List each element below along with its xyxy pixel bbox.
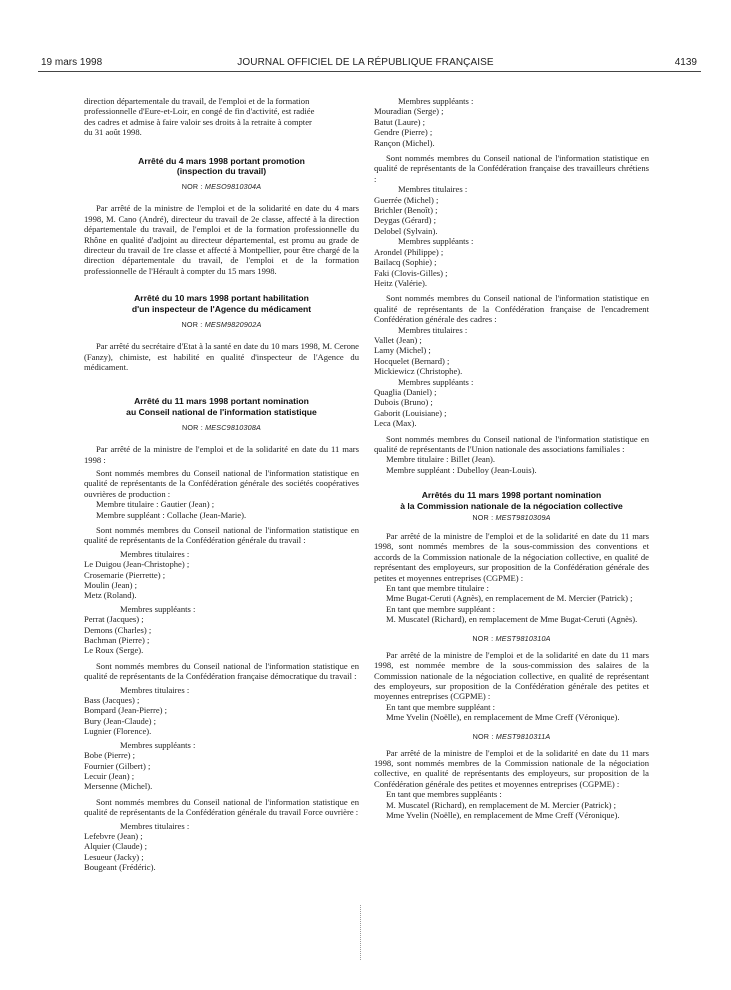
body-paragraph: Sont nommés membres du Conseil national de l'information statistique en qualité de représentants de la Confédération générale du travail Force ouvrière :	[84, 796, 359, 818]
member-name: Bachman (Pierre) ;	[84, 635, 150, 646]
nor-reference	[84, 182, 359, 191]
arrete-title-line: Arrêté du 10 mars 1998 portant habilitation	[134, 293, 309, 304]
member-titulaire: Membre titulaire : Billet (Jean).	[386, 454, 496, 465]
nor-code: MESC9810308A	[205, 423, 262, 433]
member-name: Bury (Jean-Claude) ;	[84, 715, 157, 726]
nor-label: NOR :	[472, 633, 494, 643]
member-name: Bailacq (Sophie) ;	[374, 257, 437, 268]
member-name: Arondel (Philippe) ;	[374, 246, 444, 257]
body-paragraph: En tant que membres suppléants :	[386, 789, 502, 800]
body-paragraph: En tant que membre suppléant :	[386, 701, 496, 712]
arretes-cnnc	[374, 490, 649, 820]
header-date: 19 mars 1998	[41, 57, 103, 68]
member-name: Le Roux (Serge).	[84, 645, 144, 656]
arrete-title-line: Arrêté du 4 mars 1998 portant promotion	[138, 155, 305, 166]
member-name: Lugnier (Florence).	[84, 726, 152, 737]
arrete-cnis	[84, 396, 359, 872]
list-heading: Membres suppléants :	[120, 603, 196, 614]
nor-code: MEST9810310A	[495, 633, 551, 643]
list-heading: Membres titulaires :	[398, 324, 468, 335]
arrete-title	[374, 490, 649, 511]
member-name: Lesueur (Jacky) ;	[84, 851, 144, 862]
member-name: Bobe (Pierre) ;	[84, 750, 136, 761]
body-paragraph: Sont nommés membres du Conseil national de l'information statistique en qualité de représentants de la Confédération française de l'encadrement Confédération générale des cadres :	[374, 293, 649, 325]
body-paragraph: Sont nommés membres du Conseil national de l'information statistique en qualité de représentants de la Confédération générale des sociétés coopératives ouvrières de production :	[84, 467, 359, 499]
list-heading: Membres suppléants :	[120, 739, 196, 750]
body-paragraph: Par arrêté de la ministre de l'emploi et de la solidarité en date du 11 mars 1998 :	[84, 444, 359, 465]
body-paragraph: Mme Yvelin (Noëlle), en remplacement de Mme Creff (Véronique).	[386, 809, 620, 820]
nor-reference	[374, 513, 649, 522]
member-name: Heitz (Valérie).	[374, 277, 427, 288]
member-name: Brichler (Benoît) ;	[374, 205, 438, 216]
member-name: Hocquelet (Bernard) ;	[374, 355, 450, 366]
arrete-title-line: d'un inspecteur de l'Agence du médicament	[131, 303, 312, 314]
member-name: Rançon (Michel).	[374, 137, 435, 148]
member-name: Bass (Jacques) ;	[84, 695, 140, 706]
nor-label: NOR :	[181, 320, 203, 330]
list-heading: Membres titulaires :	[120, 548, 190, 559]
member-name: Guerrée (Michel) ;	[374, 194, 439, 205]
member-name: Moulin (Jean) ;	[84, 580, 137, 590]
body-paragraph: En tant que membre titulaire :	[386, 583, 489, 594]
arrete-title-line: (inspection du travail)	[176, 166, 267, 177]
nor-code: MEST9810311A	[495, 731, 551, 741]
intro-line: des cadres et admise à faire valoir ses droits à la retraite à compter	[84, 116, 312, 127]
list-heading: Membres suppléants :	[398, 96, 474, 106]
nor-label: NOR :	[472, 731, 494, 741]
header-rule	[38, 71, 701, 72]
list-heading: Membres titulaires :	[120, 820, 190, 831]
member-name: Fournier (Gilbert) ;	[84, 760, 151, 771]
nor-reference	[374, 634, 649, 643]
right-column	[374, 96, 649, 820]
member-name: Demons (Charles) ;	[84, 624, 152, 635]
nor-code: MESO9810304A	[204, 182, 262, 192]
nor-code: MEST9810309A	[495, 513, 551, 523]
nor-label: NOR :	[181, 423, 203, 433]
left-column	[84, 96, 359, 873]
intro-line: professionnelle d'Eure-et-Loir, en congé de fin d'activité, est radiée	[84, 106, 315, 117]
nor-reference	[374, 732, 649, 741]
arrete-title-line: à la Commission nationale de la négociation collective	[400, 500, 623, 511]
arrete-title	[84, 293, 359, 314]
list-heading: Membres titulaires :	[398, 184, 468, 195]
arrete-promotion	[84, 156, 359, 277]
arrete-title-line: au Conseil national de l'information statistique	[126, 406, 317, 417]
member-name: Dubois (Bruno) ;	[374, 397, 433, 408]
member-name: Perrat (Jacques) ;	[84, 614, 144, 625]
body-paragraph: Par arrêté du secrétaire d'Etat à la santé en date du 10 mars 1998, M. Cerone (Fanzy), chimiste, est habilité en qualité d'inspecteur de l'Agence du médicament.	[84, 341, 359, 372]
body-paragraph: Mme Yvelin (Noëlle), en remplacement de Mme Creff (Véronique).	[386, 712, 620, 723]
intro-line: direction départementale du travail, de l'emploi et de la formation	[84, 96, 310, 106]
member-name: Lamy (Michel) ;	[374, 345, 431, 356]
body-paragraph: Sont nommés membres du Conseil national de l'information statistique en qualité de représentants de la Confédération française des travailleurs chrétiens :	[374, 153, 649, 184]
member-name: Bompard (Jean-Pierre) ;	[84, 705, 168, 716]
list-heading: Membres suppléants :	[398, 236, 474, 247]
member-name: Mersenne (Michel).	[84, 781, 153, 792]
nor-reference	[84, 423, 359, 432]
member-name: Metz (Roland).	[84, 590, 137, 601]
member-name: Lefebvre (Jean) ;	[84, 830, 143, 841]
nor-label: NOR :	[181, 182, 203, 192]
header-journal-title: JOURNAL OFFICIEL DE LA RÉPUBLIQUE FRANÇAISE	[237, 57, 494, 68]
body-paragraph: M. Muscatel (Richard), en remplacement de M. Mercier (Patrick) ;	[386, 799, 617, 810]
header-page-number: 4139	[674, 57, 697, 68]
arrete-title-line: Arrêtés du 11 mars 1998 portant nomination	[421, 490, 602, 501]
member-name: Deygas (Gérard) ;	[374, 215, 437, 226]
body-paragraph: Par arrêté de la ministre de l'emploi et de la solidarité en date du 11 mars 1998, sont nommés membres de la sous-commission des conventions et accords de la Commission nationale de la négociation collective, en qualité de représentant des employeurs, sur proposition de la Confédération générale des petites et moyennes entreprises (CGPME) :	[374, 531, 649, 583]
body-paragraph: Sont nommés membres du Conseil national de l'information statistique en qualité de représentants de la Confédération française démocratique du travail :	[84, 660, 359, 682]
member-name: Mickiewicz (Christophe).	[374, 366, 463, 377]
arrete-habilitation	[84, 293, 359, 372]
body-paragraph: Par arrêté de la ministre de l'emploi et de la solidarité en date du 4 mars 1998, M. Cano (André), directeur du travail de 2e classe, affecté à la direction départementale du travail, de l'emploi et de la formation professionnelle du Rhône en qualité d'adjoint au directeur départemental, est promu au grade de directeur du travail de 1re classe et affecté à Montpellier, pour être chargé de la direction départementale du travail, de l'emploi et de la formation professionnelle de l'Hérault à compter du 15 mars 1998.	[84, 203, 359, 276]
intro-line: du 31 août 1998.	[84, 127, 142, 138]
member-name: Batut (Laure) ;	[374, 116, 426, 127]
member-name: Bougeant (Frédéric).	[84, 862, 156, 873]
body-paragraph: Mme Bugat-Ceruti (Agnès), en remplacement de M. Mercier (Patrick) ;	[386, 593, 633, 604]
member-name: Vallet (Jean) ;	[374, 334, 422, 345]
body-paragraph: Par arrêté de la ministre de l'emploi et de la solidarité en date du 11 mars 1998, sont nommés membres de la Commission nationale de la négociation collective, en qualité de représentants des employeurs, sur proposition de la Confédération générale des petites et moyennes entreprises (CGPME) :	[374, 747, 649, 789]
intro-paragraph	[84, 96, 359, 138]
member-name: Quaglia (Daniel) ;	[374, 386, 437, 397]
member-name: Gaborit (Louisiane) ;	[374, 407, 447, 418]
body-paragraph: M. Muscatel (Richard), en remplacement de Mme Bugat-Ceruti (Agnès).	[386, 614, 638, 625]
member-name: Alquier (Claude) ;	[84, 841, 148, 852]
member-name: Le Duigou (Jean-Christophe) ;	[84, 559, 190, 570]
member-name: Lecuir (Jean) ;	[84, 770, 135, 781]
member-name: Leca (Max).	[374, 418, 417, 429]
body-paragraph: Sont nommés membres du Conseil national de l'information statistique en qualité de représentants de l'Union nationale des associations familiales :	[374, 433, 649, 454]
member-name: Gendre (Pierre) ;	[374, 127, 433, 138]
arrete-title	[84, 396, 359, 417]
member-name: Mouradian (Serge) ;	[374, 106, 444, 117]
member-suppleant: Membre suppléant : Collache (Jean-Marie).	[96, 509, 247, 520]
body-paragraph: En tant que membre suppléant :	[386, 603, 496, 614]
member-name: Crosemarie (Pierrette) ;	[84, 569, 166, 580]
body-paragraph: Sont nommés membres du Conseil national de l'information statistique en qualité de représentants de la Confédération générale du travail :	[84, 524, 359, 546]
body-paragraph: Par arrêté de la ministre de l'emploi et de la solidarité en date du 11 mars 1998, est nommée membre de la sous-commission des salaires de la Commission nationale de la négociation collective, en qualité de représentant des employeurs, sur proposition de la Confédération générale des petites et moyennes entreprises (CGPME) :	[374, 649, 649, 702]
nor-label: NOR :	[472, 513, 494, 523]
margin-mark	[360, 905, 364, 960]
nor-reference	[84, 320, 359, 329]
member-suppleant: Membre suppléant : Dubelloy (Jean-Louis).	[386, 464, 537, 475]
member-titulaire: Membre titulaire : Gautier (Jean) ;	[96, 499, 215, 510]
list-heading: Membres suppléants :	[398, 376, 474, 387]
list-heading: Membres titulaires :	[120, 684, 190, 695]
member-name: Delobel (Sylvain).	[374, 225, 438, 236]
member-name: Faki (Clovis-Gilles) ;	[374, 267, 448, 278]
arrete-title-line: Arrêté du 11 mars 1998 portant nomination	[134, 396, 309, 407]
nor-code: MESM9820902A	[204, 320, 262, 330]
arrete-title	[84, 156, 359, 177]
